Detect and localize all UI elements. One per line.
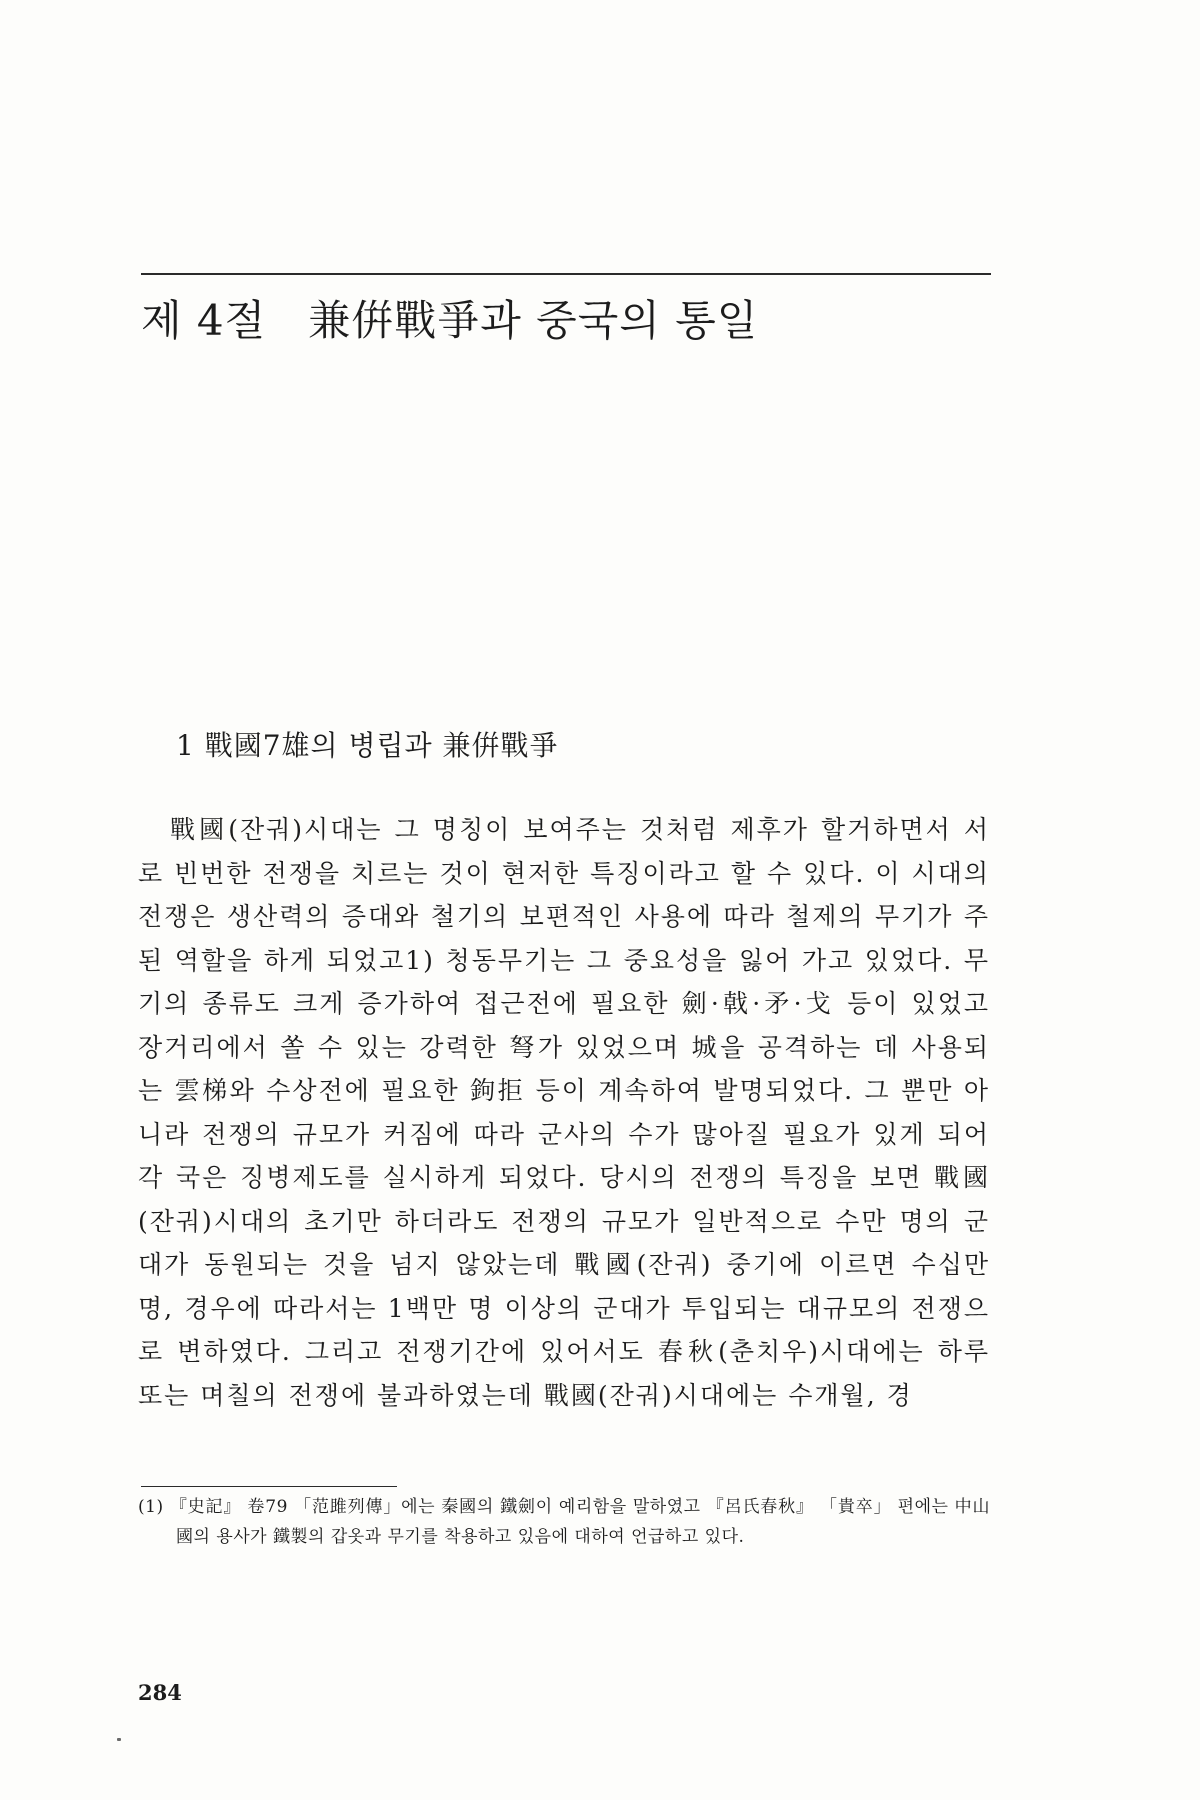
margin-mark [117,1738,121,1741]
section-number: 제 4절 [141,296,267,345]
footnote-rule [141,1486,397,1487]
body-paragraph: 戰國(잔궈)시대는 그 명칭이 보여주는 것처럼 제후가 할거하면서 서로 빈번한 전쟁을 치르는 것이 현저한 특징이라고 할 수 있다. 이 시대의 전쟁은 생산력의 증대와 철기의 보편적인 사용에 따라 철제의 무기가 주된 역할을 하게 되었고1) 청동무기는 그 중요성을 잃어 가고 있었다. 무기의 종류도 크게 증가하여 접근전에 필요한 劍·戟·矛·戈 등이 있었고 장거리에서 쏠 수 있는 강력한 弩가 있었으며 城을 공격하는 데 사용되는 雲梯와 수상전에 필요한 鉤拒 등이 계속하여 발명되었다. 그 뿐만 아니라 전쟁의 규모가 커짐에 따라 군사의 수가 많아질 필요가 있게 되어 각 국은 징병제도를 실시하게 되었다. 당시의 전쟁의 특징을 보면 戰國(잔궈)시대의 초기만 하더라도 전쟁의 규모가 일반적으로 수만 명의 군대가 동원되는 것을 넘지 않았는데 戰國(잔궈) 중기에 이르면 수십만 명, 경우에 따라서는 1백만 명 이상의 군대가 투입되는 대규모의 전쟁으로 변하였다. 그리고 전쟁기간에 있어서도 春秋(춘치우)시대에는 하루 또는 며칠의 전쟁에 불과하였는데 戰國(잔궈)시대에는 수개월, 경 [138,815,990,1410]
section-heading [141,288,991,348]
section-title: 兼倂戰爭과 중국의 통일 [308,296,759,345]
footnote: (1) 『史記』 卷79 「范雎列傳」에는 秦國의 鐵劍이 예리함을 말하였고 『呂氏春秋』 「貴卒」 편에는 中山國의 용사가 鐵製의 갑옷과 무기를 착용하고 있음에 대하여 언급하고 있다. [138,1497,990,1547]
page-number: 284 [138,1680,182,1705]
subsection-heading: 1 戰國7雄의 병립과 兼倂戰爭 [176,729,559,762]
section-top-rule [141,273,991,275]
